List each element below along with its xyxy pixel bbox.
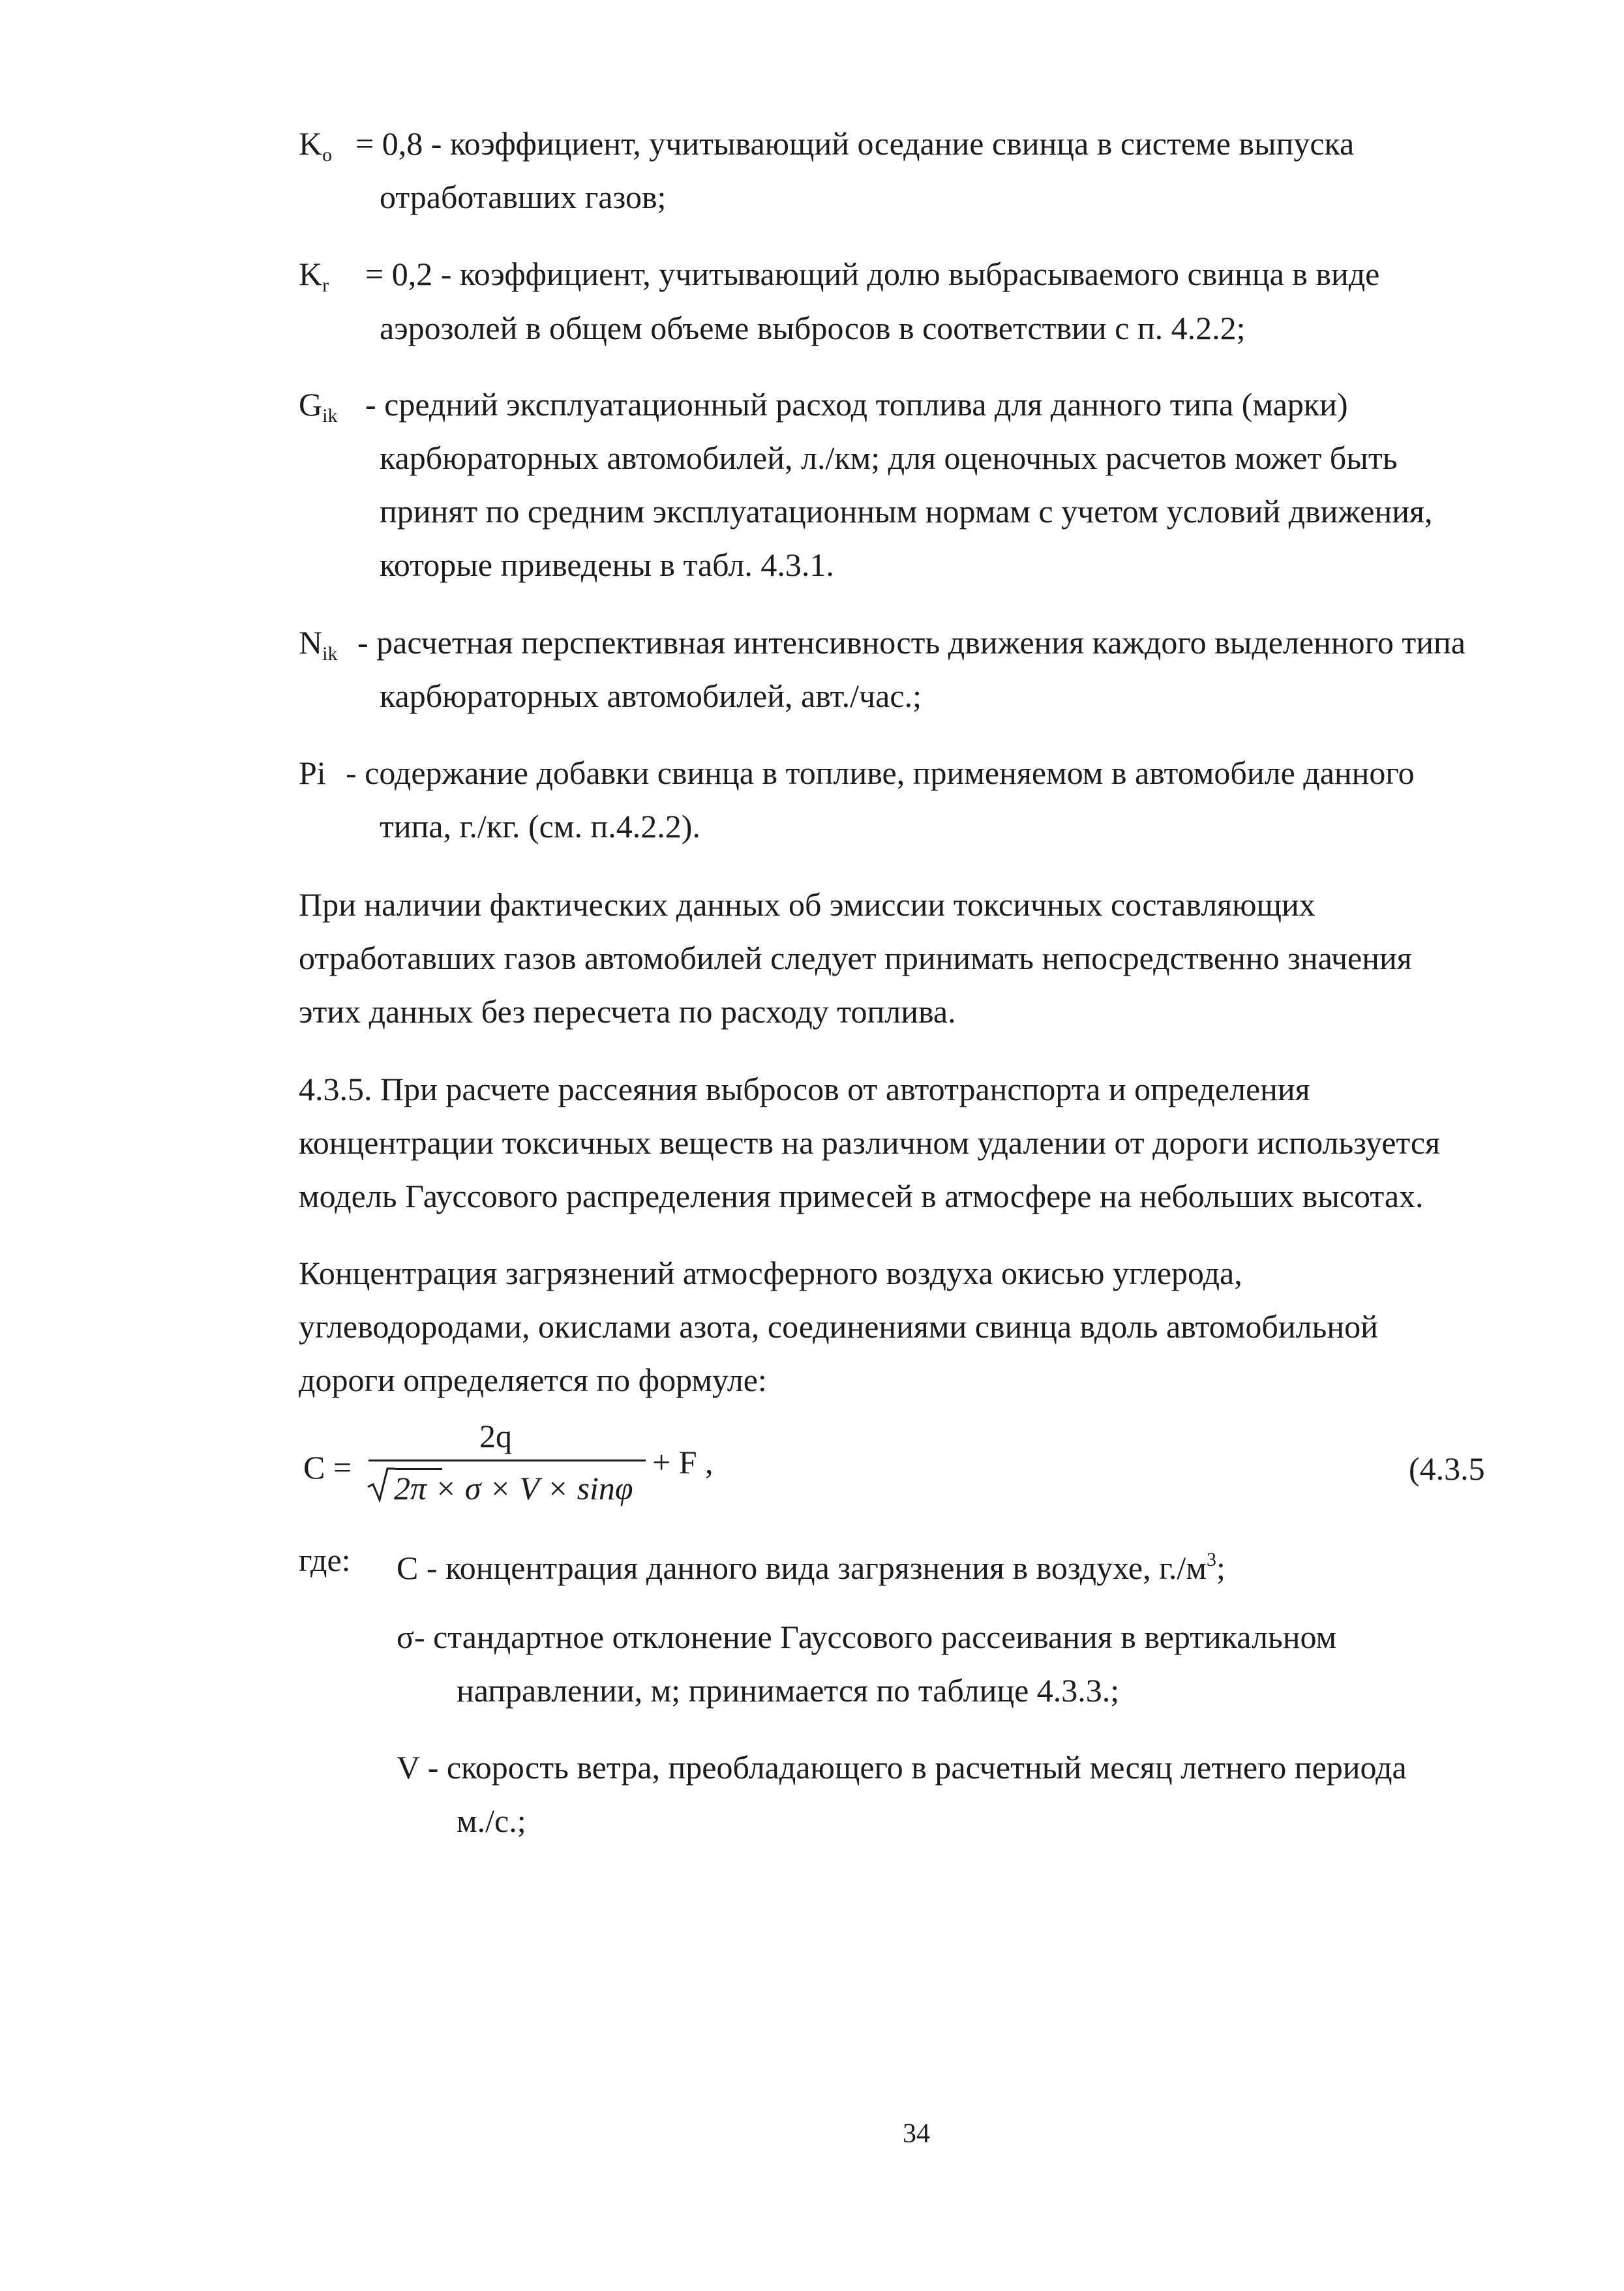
v-line-1: V - скорость ветра, преобладающего в расчетный месяц летнего периода <box>397 1749 1407 1786</box>
nik-line-1: - расчетная перспективная интенсивность движения каждого выделенного типа <box>357 624 1466 661</box>
para3-line-2: углеводородами, окислами азота, соединениями свинца вдоль автомобильной <box>299 1308 1378 1345</box>
k0-definition: = 0,8 - коэффициент, учитывающий оседание свинца в системе выпуска <box>355 125 1355 162</box>
v-line-2: м./с.; <box>457 1803 526 1839</box>
formula-number: (4.3.5 <box>1409 1450 1485 1487</box>
k0-continuation: отработавших газов; <box>380 179 667 215</box>
kr-symbol: $K_r$ <box>299 256 329 296</box>
para3-line-3: дороги определяется по формуле: <box>299 1362 767 1398</box>
page-number: 34 <box>903 2119 930 2149</box>
fraction-bar <box>368 1460 646 1461</box>
formula-lhs: C = <box>303 1449 352 1486</box>
para2-line-2: концентрации токсичных веществ на различном удалении от дороги используется <box>299 1124 1441 1161</box>
para2-line-3: модель Гауссового распределения примесей в атмосфере на небольших высотах. <box>299 1178 1424 1214</box>
formula-denominator: 2π × σ × V × sinφ <box>394 1470 633 1506</box>
c-definition: C - концентрация данного вида загрязнения в воздухе, $г./м^3$; <box>397 1549 1226 1586</box>
nik-symbol: $N_{ik}$ <box>299 624 338 665</box>
k0-symbol: $K_o$ <box>299 125 333 166</box>
where-label: где: <box>299 1542 351 1578</box>
nik-line-2: карбюраторных автомобилей, авт./час.; <box>380 678 922 714</box>
sigma-line-2: направлении, м; принимается по таблице 4.3.3.; <box>457 1672 1120 1709</box>
pi-line-2: типа, г./кг. (см. п.4.2.2). <box>380 808 700 845</box>
sigma-line-1: σ- стандартное отклонение Гауссового рассеивания в вертикальном <box>397 1619 1337 1655</box>
para1-line-2: отработавших газов автомобилей следует принимать непосредственно значения <box>299 940 1412 976</box>
kr-definition: = 0,2 - коэффициент, учитывающий долю выбрасываемого свинца в виде <box>365 256 1380 292</box>
kr-continuation: аэрозолей в общем объеме выбросов в соответствии с п. 4.2.2; <box>380 310 1246 346</box>
para3-line-1: Концентрация загрязнений атмосферного воздуха окисью углерода, <box>299 1255 1242 1291</box>
para2-line-1: 4.3.5. При расчете рассеяния выбросов от автотранспорта и определения <box>299 1071 1310 1107</box>
formula-tail: + F , <box>652 1444 714 1480</box>
formula-numerator: 2q <box>479 1418 512 1454</box>
gik-line-4: которые приведены в табл. 4.3.1. <box>380 547 834 583</box>
pi-symbol: Pi <box>299 755 326 791</box>
pi-line-1: - содержание добавки свинца в топливе, применяемом в автомобиле данного <box>346 755 1415 791</box>
sqrt-sign-icon <box>367 1466 395 1503</box>
gik-line-2: карбюраторных автомобилей, л./км; для оценочных расчетов может быть <box>380 440 1398 476</box>
gik-symbol: $G_{ik}$ <box>299 386 338 427</box>
para1-line-1: При наличии фактических данных об эмиссии токсичных составляющих <box>299 886 1316 923</box>
para1-line-3: этих данных без пересчета по расходу топлива. <box>299 993 956 1030</box>
gik-line-1: - средний эксплуатационный расход топлива для данного типа (марки) <box>365 386 1348 423</box>
gik-line-3: принят по средним эксплуатационным нормам с учетом условий движения, <box>380 493 1433 530</box>
